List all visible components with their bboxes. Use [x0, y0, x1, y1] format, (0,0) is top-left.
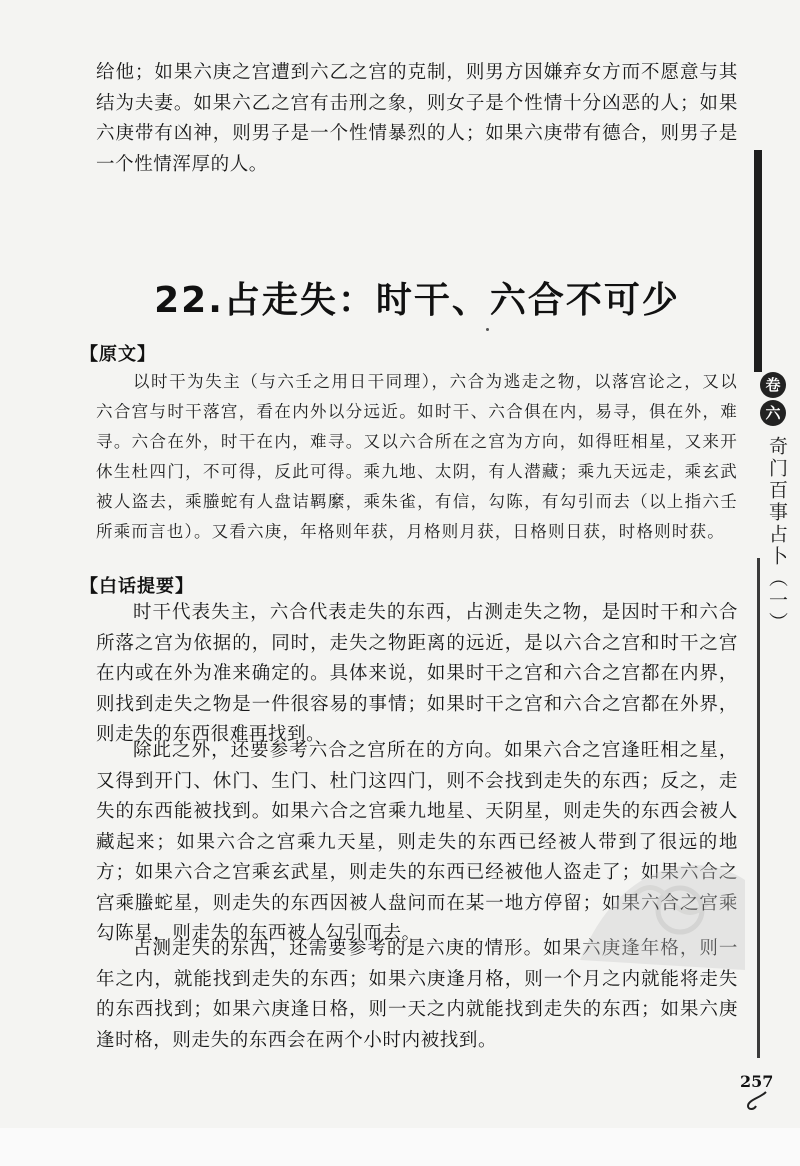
chapter-title: 22.占走失：时干、六合不可少 — [154, 280, 680, 321]
volume-char-1: 卷 — [760, 372, 786, 398]
book-title-vertical: 奇门百事占卜（一） — [766, 436, 788, 634]
side-margin-line — [757, 558, 760, 1058]
continued-paragraph: 给他；如果六庚之宫遭到六乙之宫的克制，则男方因嫌弃女方而不愿意与其结为夫妻。如果六乙之宫有击刑之象，则女子是个性情十分凶恶的人；如果六庚带有凶神，则男子是一个性情暴烈的人；如果六庚带有德合，则男子是一个性情浑厚的人。 — [96, 62, 738, 175]
vernacular-paragraph-2: 除此之外，还要参考六合之宫所在的方向。如果六合之宫逢旺相之星，又得到开门、休门、生门、杜门这四门，则不会找到走失的东西；反之，走失的东西能被找到。如果六合之宫乘九地星、天阴星，则走失的东西会被人藏起来；如果六合之宫乘九天星，则走失的东西已经被人带到了很远的地方；如果六合之宫乘玄武星，则走失的东西已经被他人盗走了；如果六合之宫乘螣蛇星，则走失的东西因被人盘问而在某一地方停留；如果六合之宫乘勾陈星，则走失的东西被人勾引而去。 — [96, 740, 738, 944]
vernacular-paragraph-1: 时干代表失主，六合代表走失的东西，占测走失之物，是因时干和六合所落之宫为依据的，同时，走失之物距离的远近，是以六合之宫和时干之宫在内或在外为准来确定的。具体来说，如果时干之宫和六合之宫都在内界，则找到走失之物是一件很容易的事情；如果时干之宫和六合之宫都在外界，则走失的东西很难再找到。 — [96, 602, 738, 745]
page-number-swash-icon — [742, 1090, 772, 1112]
bottom-margin — [0, 1128, 800, 1166]
stamp-watermark-icon — [560, 840, 760, 980]
vernacular-paragraph-3: 占测走失的东西，还需要参考的是六庚的情形。如果六庚逢年格，则一年之内，就能找到走失的东西；如果六庚逢月格，则一个月之内就能将走失的东西找到；如果六庚逢日格，则一天之内就能找到走失的东西；如果六庚逢时格，则走失的东西会在两个小时内被找到。 — [96, 938, 738, 1051]
side-tab-bar — [754, 150, 762, 372]
page-number: 257 — [740, 1072, 774, 1091]
volume-char-2: 六 — [760, 400, 786, 426]
speck-dot — [486, 328, 489, 331]
vernacular-heading: 【白话提要】 — [80, 576, 194, 597]
original-text-heading: 【原文】 — [80, 344, 156, 365]
original-text-paragraph: 以时干为失主（与六壬之用日干同理），六合为逃走之物，以落宫论之，又以六合宫与时干落宫，看在内外以分远近。如时干、六合俱在内，易寻，俱在外，难寻。六合在外，时干在内，难寻。又以六合所在之宫为方向，如得旺相星，又来开休生杜四门，不可得，反此可得。乘九地、太阴，有人潜藏；乘九天远走，乘玄武被人盗去，乘螣蛇有人盘诘羁縻，乘朱雀，有信，勾陈，有勾引而去（以上指六壬所乘而言也）。又看六庚，年格则年获，月格则月获，日格则日获，时格则时获。 — [96, 372, 738, 541]
